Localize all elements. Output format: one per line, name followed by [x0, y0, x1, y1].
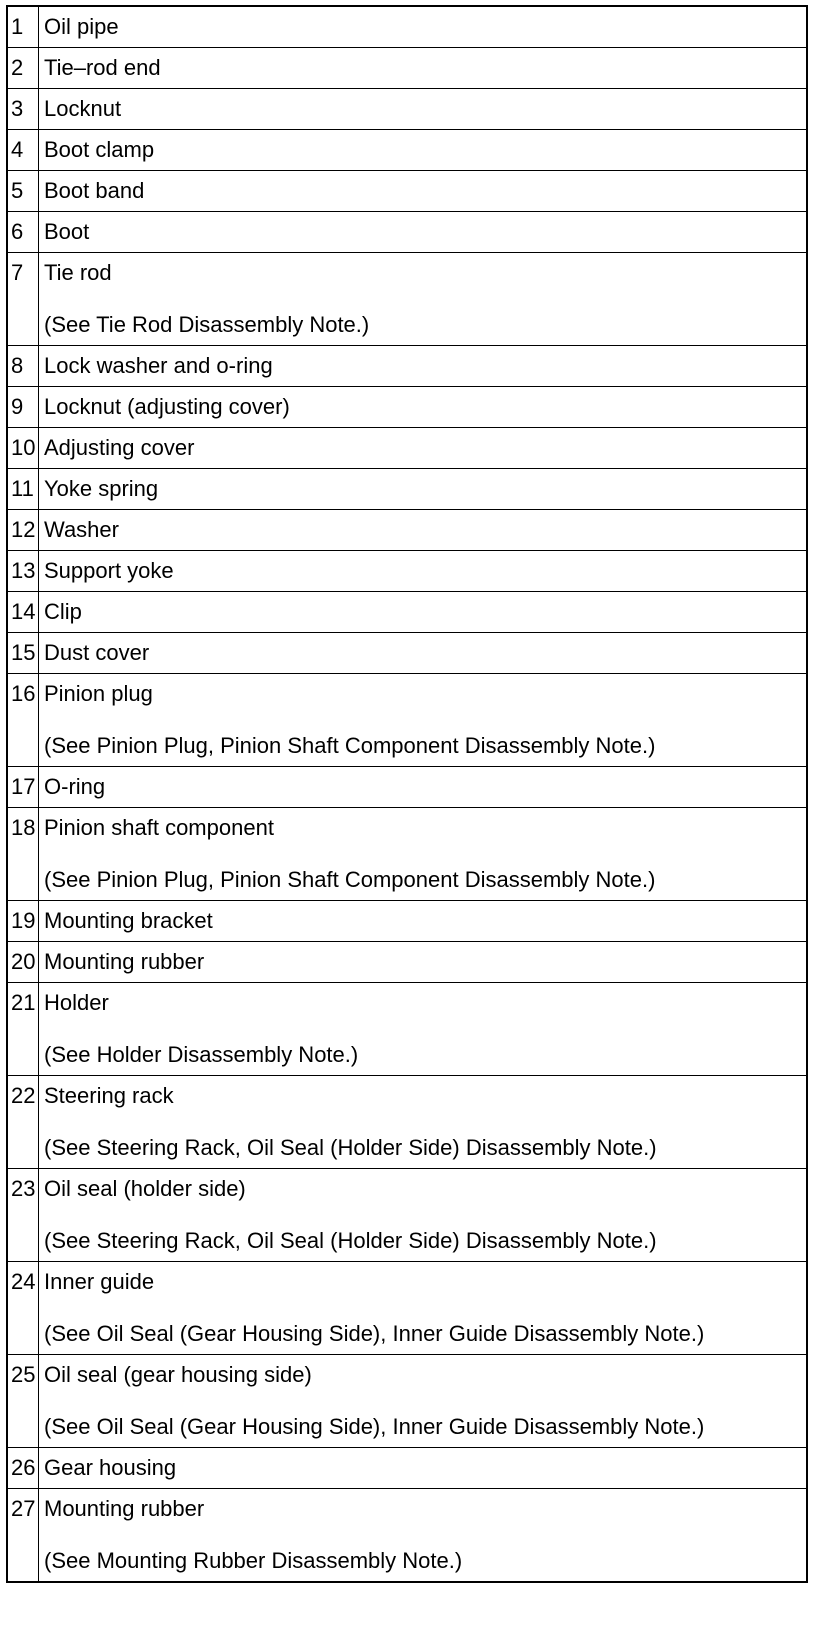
- part-name: Boot band: [44, 178, 145, 203]
- part-description: [39, 942, 808, 983]
- part-description: [39, 6, 808, 48]
- part-name: Washer: [44, 517, 119, 542]
- part-number: 9: [7, 387, 39, 428]
- part-name: Oil seal (holder side): [44, 1176, 246, 1201]
- part-description: [39, 346, 808, 387]
- table-row: [7, 1355, 807, 1448]
- part-name: Dust cover: [44, 640, 150, 665]
- part-description: [39, 1489, 808, 1583]
- part-number: 23: [7, 1169, 39, 1262]
- part-number: 20: [7, 942, 39, 983]
- part-description: [39, 48, 808, 89]
- parts-table-body: [7, 6, 807, 1582]
- table-row: [7, 808, 807, 901]
- part-description: [39, 510, 808, 551]
- disassembly-note: (See Oil Seal (Gear Housing Side), Inner Guide Disassembly Note.): [44, 1321, 705, 1346]
- part-number: 6: [7, 212, 39, 253]
- part-description: [39, 1169, 808, 1262]
- part-number: 5: [7, 171, 39, 212]
- table-row: [7, 1076, 807, 1169]
- table-row: [7, 983, 807, 1076]
- part-description: [39, 212, 808, 253]
- part-description: [39, 89, 808, 130]
- part-description: [39, 171, 808, 212]
- part-name: Pinion plug: [44, 681, 153, 706]
- part-number: 3: [7, 89, 39, 130]
- part-number: 7: [7, 253, 39, 346]
- part-number: 14: [7, 592, 39, 633]
- part-name: Boot clamp: [44, 137, 155, 162]
- part-description: [39, 253, 808, 346]
- table-row: [7, 633, 807, 674]
- part-description: [39, 551, 808, 592]
- disassembly-note: (See Pinion Plug, Pinion Shaft Component Disassembly Note.): [44, 867, 656, 892]
- part-number: 10: [7, 428, 39, 469]
- part-number: 19: [7, 901, 39, 942]
- table-row: [7, 212, 807, 253]
- part-name: O-ring: [44, 774, 106, 799]
- table-row: [7, 1262, 807, 1355]
- part-name: Mounting rubber: [44, 1496, 205, 1521]
- part-name: Gear housing: [44, 1455, 177, 1480]
- disassembly-note: (See Mounting Rubber Disassembly Note.): [44, 1548, 463, 1573]
- table-row: [7, 48, 807, 89]
- part-number: 1: [7, 6, 39, 48]
- table-row: [7, 674, 807, 767]
- part-name: Lock washer and o-ring: [44, 353, 273, 378]
- part-name: Clip: [44, 599, 82, 624]
- part-number: 25: [7, 1355, 39, 1448]
- table-row: [7, 942, 807, 983]
- part-name: Adjusting cover: [44, 435, 195, 460]
- part-name: Pinion shaft component: [44, 815, 274, 840]
- table-row: [7, 767, 807, 808]
- part-number: 18: [7, 808, 39, 901]
- part-name: Mounting bracket: [44, 908, 213, 933]
- table-row: [7, 171, 807, 212]
- disassembly-note: (See Tie Rod Disassembly Note.): [44, 312, 370, 337]
- table-row: [7, 89, 807, 130]
- part-description: [39, 1262, 808, 1355]
- part-name: Support yoke: [44, 558, 174, 583]
- part-description: [39, 1355, 808, 1448]
- disassembly-note: (See Holder Disassembly Note.): [44, 1042, 359, 1067]
- part-name: Boot: [44, 219, 90, 244]
- part-name: Mounting rubber: [44, 949, 205, 974]
- part-name: Yoke spring: [44, 476, 159, 501]
- part-description: [39, 428, 808, 469]
- table-row: [7, 592, 807, 633]
- part-number: 21: [7, 983, 39, 1076]
- part-number: 2: [7, 48, 39, 89]
- part-description: [39, 808, 808, 901]
- part-description: [39, 592, 808, 633]
- part-number: 27: [7, 1489, 39, 1583]
- disassembly-note: (See Steering Rack, Oil Seal (Holder Side) Disassembly Note.): [44, 1228, 657, 1253]
- disassembly-note: (See Oil Seal (Gear Housing Side), Inner Guide Disassembly Note.): [44, 1414, 705, 1439]
- table-row: [7, 1489, 807, 1583]
- part-description: [39, 130, 808, 171]
- part-description: [39, 983, 808, 1076]
- part-number: 22: [7, 1076, 39, 1169]
- part-number: 17: [7, 767, 39, 808]
- part-number: 26: [7, 1448, 39, 1489]
- table-row: [7, 1448, 807, 1489]
- table-row: [7, 901, 807, 942]
- table-row: [7, 387, 807, 428]
- part-number: 4: [7, 130, 39, 171]
- part-name: Inner guide: [44, 1269, 155, 1294]
- table-row: [7, 6, 807, 48]
- part-description: [39, 1448, 808, 1489]
- part-description: [39, 767, 808, 808]
- part-number: 11: [7, 469, 39, 510]
- table-row: [7, 469, 807, 510]
- part-number: 13: [7, 551, 39, 592]
- table-row: [7, 253, 807, 346]
- part-number: 8: [7, 346, 39, 387]
- disassembly-note: (See Pinion Plug, Pinion Shaft Component Disassembly Note.): [44, 733, 656, 758]
- part-description: [39, 901, 808, 942]
- part-name: Steering rack: [44, 1083, 174, 1108]
- part-description: [39, 633, 808, 674]
- part-name: Holder: [44, 990, 109, 1015]
- table-row: [7, 346, 807, 387]
- part-name: Oil pipe: [44, 14, 119, 39]
- part-name: Tie–rod end: [44, 55, 161, 80]
- part-number: 16: [7, 674, 39, 767]
- part-number: 12: [7, 510, 39, 551]
- disassembly-note: (See Steering Rack, Oil Seal (Holder Side) Disassembly Note.): [44, 1135, 657, 1160]
- table-row: [7, 510, 807, 551]
- part-number: 15: [7, 633, 39, 674]
- part-description: [39, 469, 808, 510]
- table-row: [7, 551, 807, 592]
- part-description: [39, 674, 808, 767]
- parts-table: [6, 5, 808, 1583]
- part-name: Oil seal (gear housing side): [44, 1362, 312, 1387]
- table-row: [7, 130, 807, 171]
- table-row: [7, 428, 807, 469]
- part-name: Locknut: [44, 96, 122, 121]
- part-name: Locknut (adjusting cover): [44, 394, 290, 419]
- part-number: 24: [7, 1262, 39, 1355]
- part-name: Tie rod: [44, 260, 112, 285]
- part-description: [39, 387, 808, 428]
- part-description: [39, 1076, 808, 1169]
- table-row: [7, 1169, 807, 1262]
